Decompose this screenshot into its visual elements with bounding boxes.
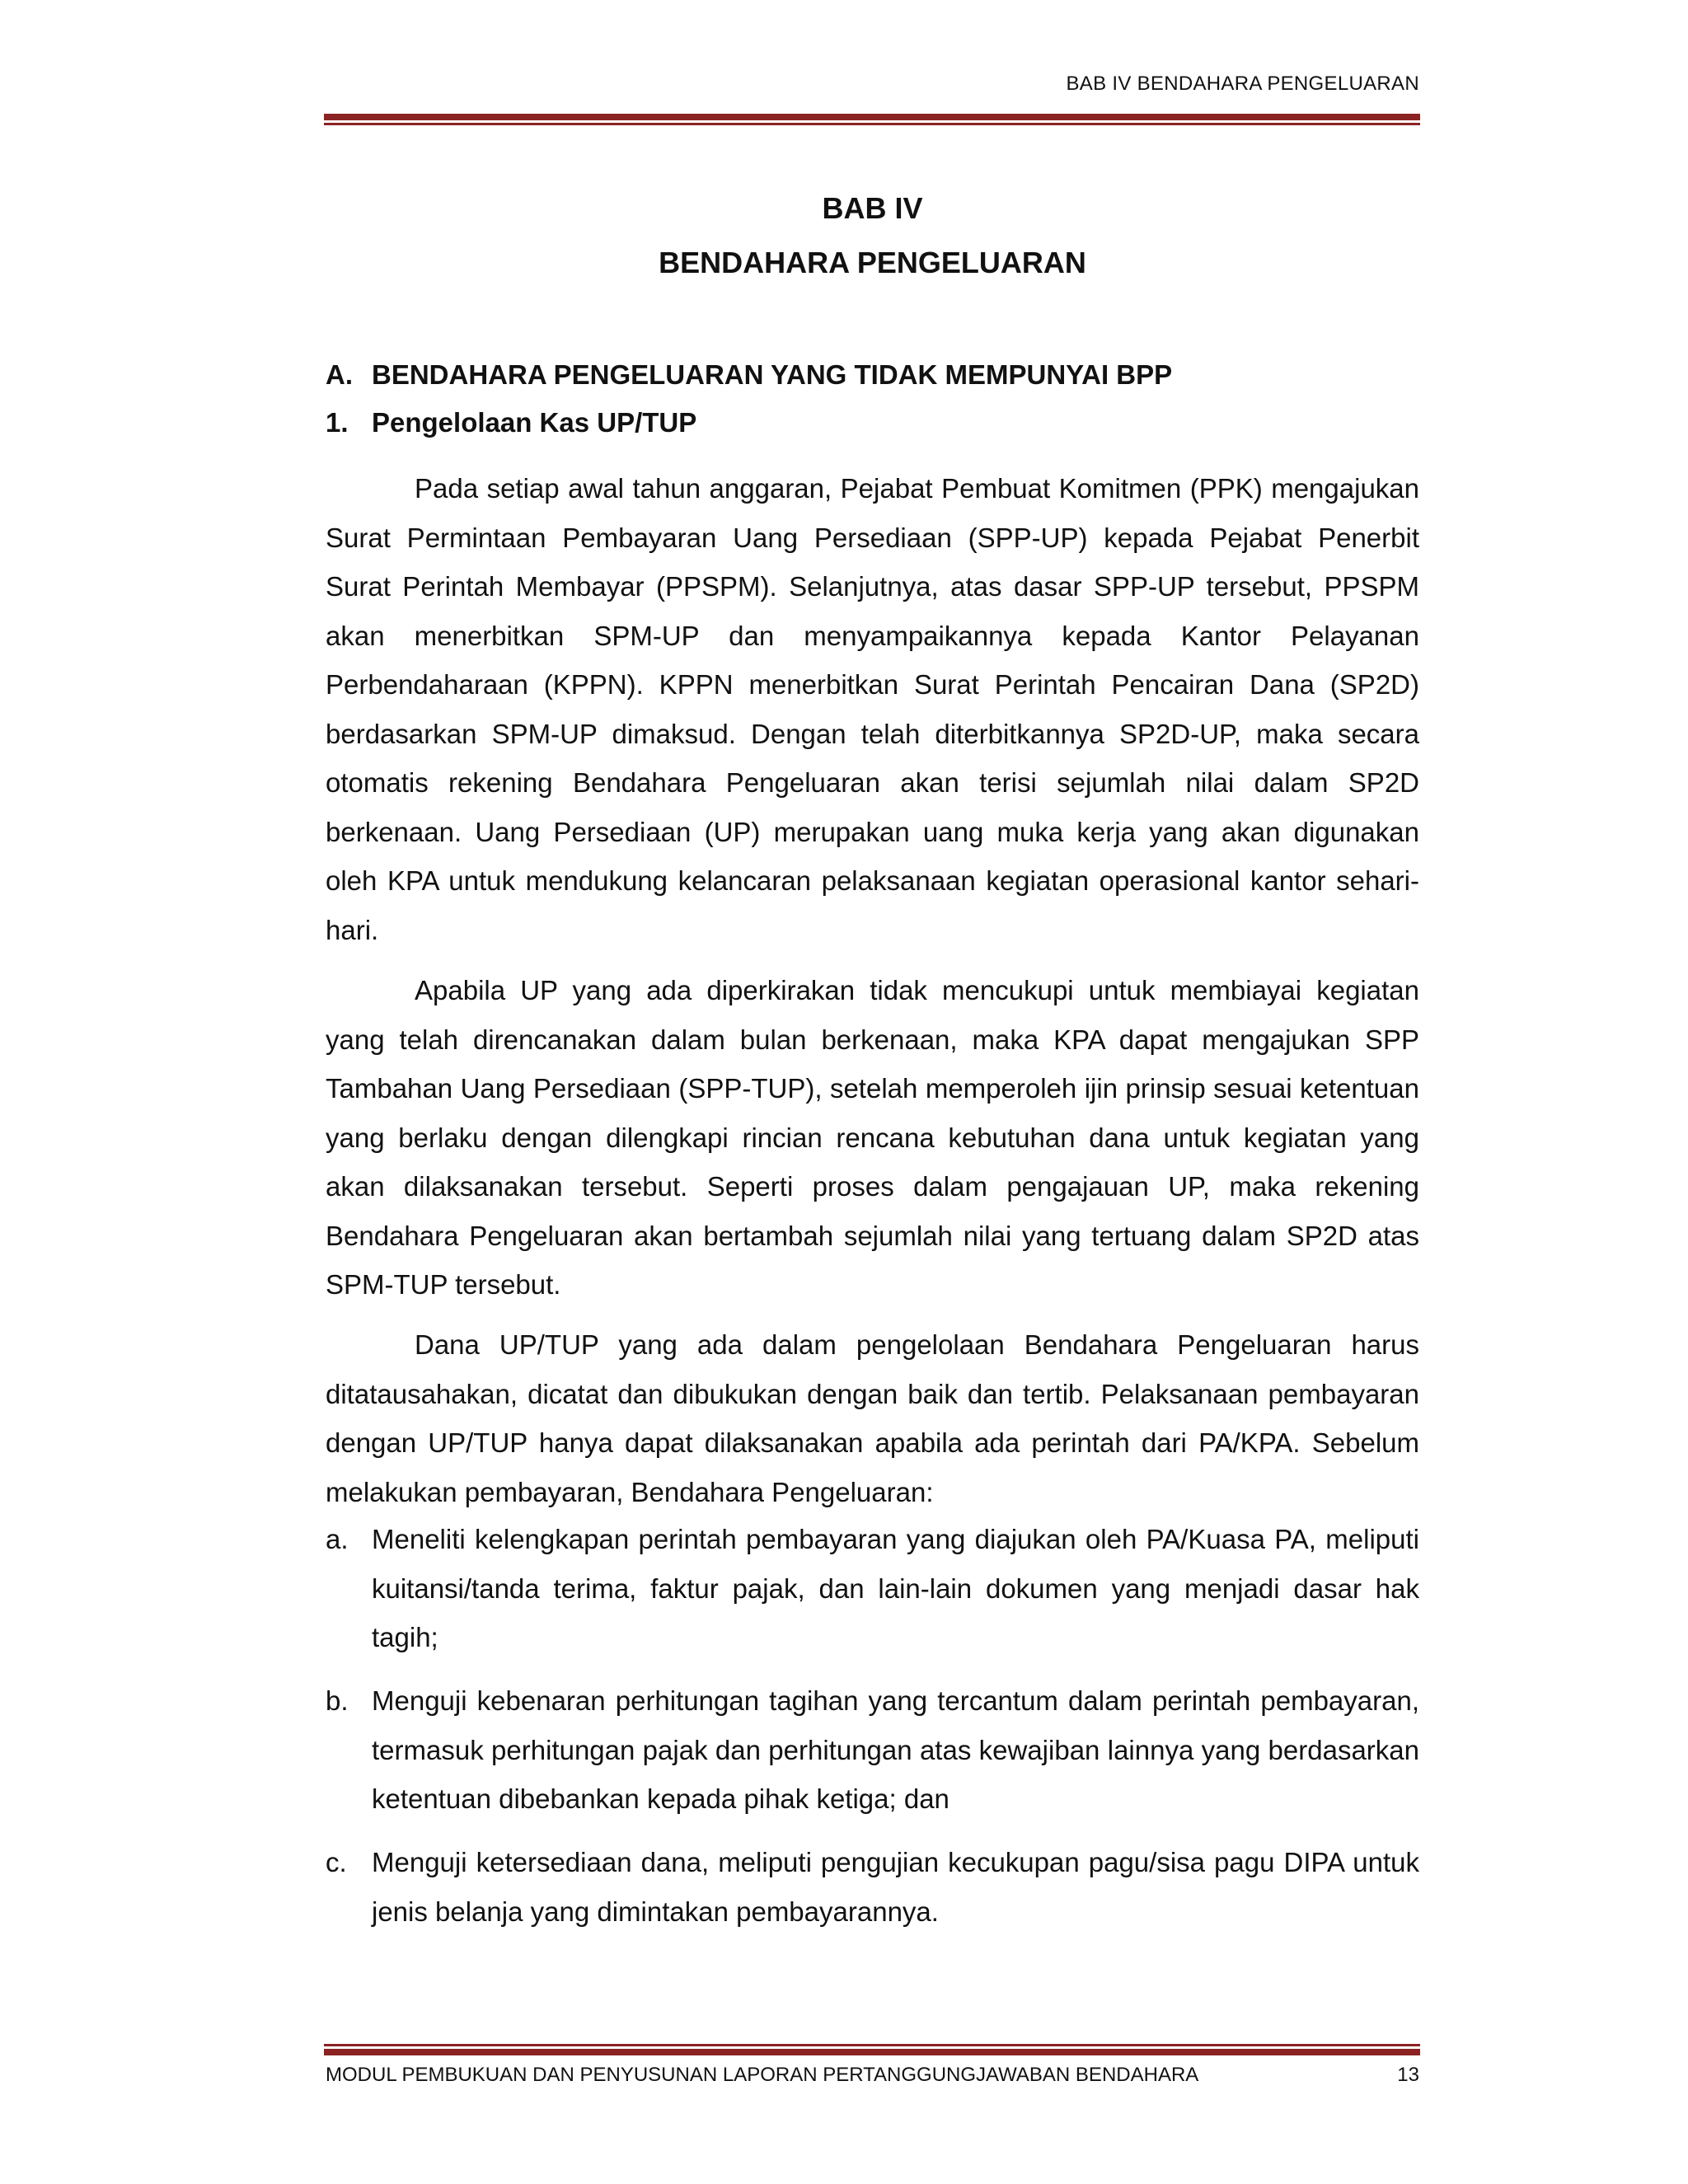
list-item-text: Menguji kebenaran perhitungan tagihan yang tercantum dalam perintah pembayaran, termasuk perhitungan pajak dan perhitungan atas kewajiban lainnya yang berdasarkan ketentuan dibebankan kepada pihak ketiga; dan	[372, 1685, 1419, 1814]
list-item-b	[326, 1676, 1419, 1824]
footer-rule	[324, 2044, 1420, 2055]
list-item-a	[326, 1515, 1419, 1662]
footer-rule-thick	[324, 2049, 1420, 2055]
list-item-text: Meneliti kelengkapan perintah pembayaran yang diajukan oleh PA/Kuasa PA, meliputi kuitansi/tanda terima, faktur pajak, dan lain-lain dokumen yang menjadi dasar hak tagih;	[372, 1524, 1419, 1652]
footer-module-title: MODUL PEMBUKUAN DAN PENYUSUNAN LAPORAN PERTANGGUNGJAWABAN BENDAHARA	[326, 2064, 1199, 2086]
subsection-title: Pengelolaan Kas UP/TUP	[372, 407, 697, 438]
chapter-number: BAB IV	[822, 191, 923, 225]
paragraph-1: Pada setiap awal tahun anggaran, Pejabat Pembuat Komitmen (PPK) mengajukan Surat Permintaan Pembayaran Uang Persediaan (SPP-UP) kepada Pejabat Penerbit Surat Perintah Membayar (PPSPM). Selanjutnya, atas dasar SPP-UP tersebut, PPSPM akan menerbitkan SPM-UP dan menyampaikannya kepada Kantor Pelayanan Perbendaharaan (KPPN). KPPN menerbitkan Surat Perintah Pencairan Dana (SP2D) berdasarkan SPM-UP dimaksud. Dengan telah diterbitkannya SP2D-UP, maka secara otomatis rekening Bendahara Pengeluaran akan terisi sejumlah nilai dalam SP2D berkenaan. Uang Persediaan (UP) merupakan uang muka kerja yang akan digunakan oleh KPA untuk mendukung kelancaran pelaksanaan kegiatan operasional kantor sehari-hari.	[326, 473, 1419, 945]
page-number: 13	[1397, 2064, 1419, 2086]
subsection-label: 1.	[326, 407, 349, 438]
list-marker: b.	[326, 1685, 349, 1716]
list-marker: a.	[326, 1524, 349, 1554]
chapter-title: BENDAHARA PENGELUARAN	[659, 246, 1086, 279]
header-rule-thick	[324, 114, 1420, 120]
footer	[326, 2064, 1419, 2087]
section-title: BENDAHARA PENGELUARAN YANG TIDAK MEMPUNYAI BPP	[372, 359, 1173, 390]
paragraph-2: Apabila UP yang ada diperkirakan tidak mencukupi untuk membiayai kegiatan yang telah direncanakan dalam bulan berkenaan, maka KPA dapat mengajukan SPP Tambahan Uang Persediaan (SPP-TUP), setelah memperoleh ijin prinsip sesuai ketentuan yang berlaku dengan dilengkapi rincian rencana kebutuhan dana untuk kegiatan yang akan dilaksanakan tersebut. Seperti proses dalam pengajauan UP, maka rekening Bendahara Pengeluaran akan bertambah sejumlah nilai yang tertuang dalam SP2D atas SPM-TUP tersebut.	[326, 975, 1419, 1300]
list-marker: c.	[326, 1847, 347, 1877]
running-header: BAB IV BENDAHARA PENGELUARAN	[1066, 73, 1419, 95]
subsection-heading	[326, 407, 1419, 438]
section-label: A.	[326, 359, 353, 390]
list-item-text: Menguji ketersediaan dana, meliputi pengujian kecukupan pagu/sisa pagu DIPA untuk jenis belanja yang dimintakan pembayarannya.	[372, 1847, 1419, 1927]
header-rule-thin	[324, 123, 1420, 125]
section-heading	[326, 359, 1419, 391]
list-item-c	[326, 1838, 1419, 1936]
header-rule	[324, 114, 1420, 125]
paragraph-3: Dana UP/TUP yang ada dalam pengelolaan Bendahara Pengeluaran harus ditatausahakan, dicatat dan dibukukan dengan baik dan tertib. Pelaksanaan pembayaran dengan UP/TUP hanya dapat dilaksanakan apabila ada perintah dari PA/KPA. Sebelum melakukan pembayaran, Bendahara Pengeluaran:	[326, 1329, 1419, 1507]
